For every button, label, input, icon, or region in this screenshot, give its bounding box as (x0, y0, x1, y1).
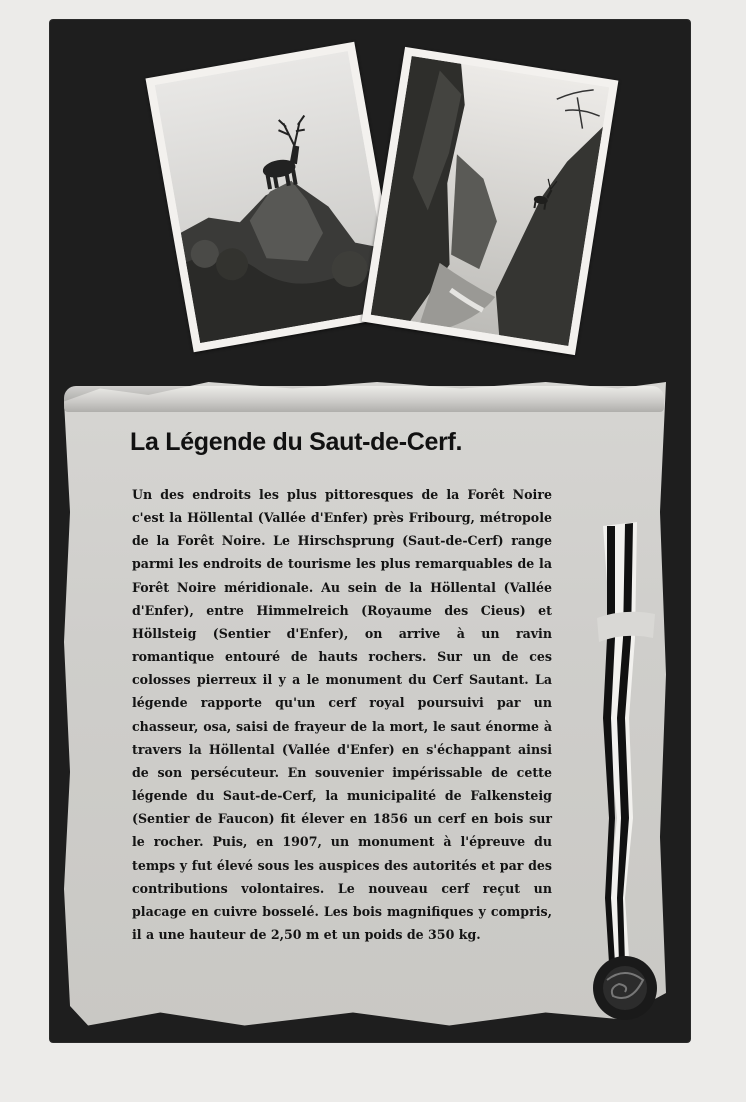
scroll-roll-top (64, 386, 664, 412)
ribbon-rosette-decoration (585, 518, 665, 1028)
legend-title: La Légende du Saut-de-Cerf. (130, 428, 463, 456)
legend-body-text: Un des endroits les plus pittoresques de la Forêt Noire c'est la Höllental (Vallée d'Enfer) près Fribourg, métropole de la Forêt Noire. Le Hirschsprung (Saut-de-Cerf) range parmi les endroits de tourisme les plus remarquables de la Forêt Noire méridionale. Au sein de la Höllental (Vallée d'Enfer), entre Himmelreich (Royaume des Cieus) et Höllsteig (Sentier d'Enfer), on arrive à un ravin romantique entouré de hauts rochers. Sur un de ces colosses pierreux il y a le monument du Cerf Sautant. La légende rapporte qu'un cerf royal poursuivi par un chasseur, osa, saisi de frayeur de la mort, le saut énorme à travers la Höllental (Vallée d'Enfer) en s'échappant ainsi de son persécuteur. En souvenier impérissable de cette légende du Saut-de-Cerf, la municipalité de Falkensteig (Sentier de Faucon) fit élever en 1856 un cerf en bois sur le rocher. Puis, en 1907, un monument à l'épreuve du temps y fut élevé sous les auspices des autorités et par des contributions volontaires. Le nouveau cerf reçut un placage en cuivre bosselé. Les bois magnifiques y compris, il a une hauteur de 2,50 m et un poids de 350 kg. (132, 487, 552, 942)
deer-statue-illustration (155, 51, 394, 343)
ravine-with-deer-photo (362, 47, 619, 355)
ravine-illustration (371, 56, 610, 346)
